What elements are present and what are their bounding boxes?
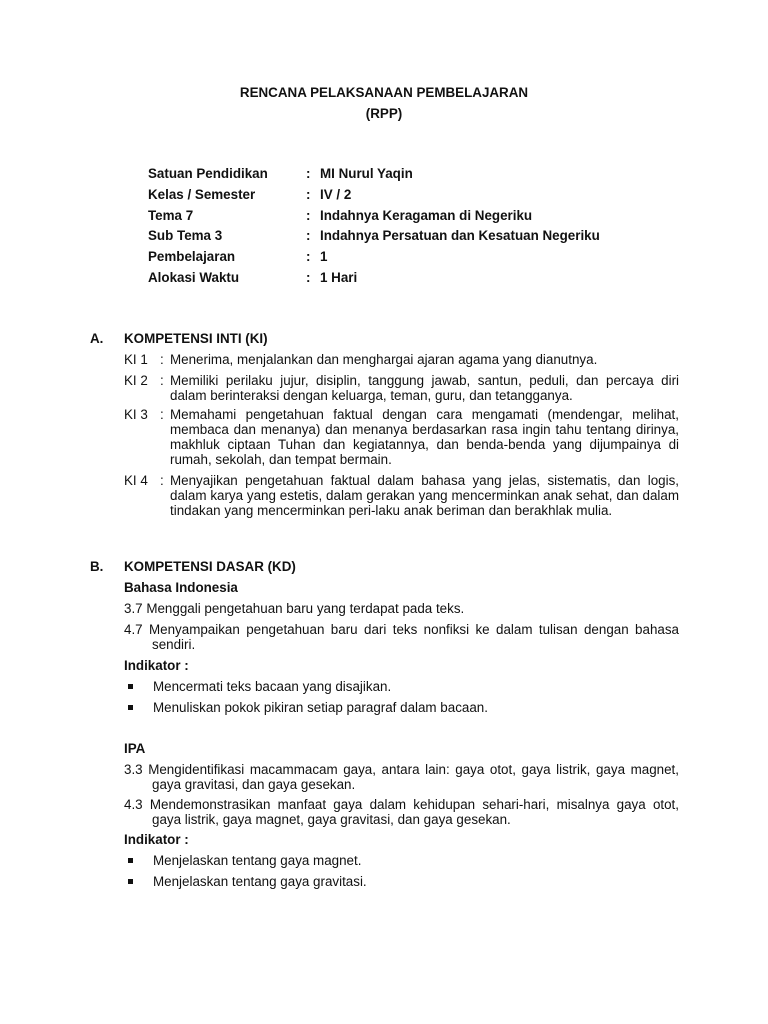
indikator-text: Menjelaskan tentang gaya gravitasi. — [153, 874, 367, 889]
kd-text: 4.7 Menyampaikan pengetahuan baru dari teks nonfiksi ke dalam tulisan dengan bahasa sendiri. — [124, 622, 679, 652]
indikator-heading: Indikator : — [124, 658, 189, 673]
ki-number: KI 2 — [124, 373, 148, 388]
list-item — [126, 700, 679, 715]
identity-value: Indahnya Keragaman di Negeriku — [320, 207, 533, 223]
identity-value: 1 Hari — [320, 269, 358, 285]
ki-number: KI 3 — [124, 407, 148, 422]
indikator-heading: Indikator : — [124, 832, 189, 847]
bullet-icon — [128, 879, 133, 884]
section-b-letter: B. — [90, 559, 104, 574]
colon: : — [160, 407, 164, 422]
bullet-icon — [128, 858, 133, 863]
document-subtitle: (RPP) — [365, 106, 403, 121]
ki-number: KI 1 — [124, 352, 148, 367]
indikator-text: Menjelaskan tentang gaya magnet. — [153, 853, 362, 868]
ki-item — [124, 373, 679, 403]
bullet-icon — [128, 684, 133, 689]
ki-item — [124, 352, 679, 367]
colon: : — [306, 166, 311, 181]
section-b-title: KOMPETENSI DASAR (KD) — [124, 559, 296, 574]
list-item — [126, 679, 679, 694]
identity-value: Indahnya Persatuan dan Kesatuan Negeriku — [320, 228, 600, 244]
subject-heading-ipa: IPA — [124, 741, 146, 756]
kd-text: 4.3 Mendemonstrasikan manfaat gaya dalam kehidupan sehari-hari, misalnya gaya otot, gaya listrik, gaya magnet, gaya gravitasi, dan gaya gesekan. — [124, 797, 679, 827]
ki-text: Memiliki perilaku jujur, disiplin, tanggung jawab, santun, peduli, dan percaya diri dalam berinteraksi dengan keluarga, teman, guru, dan tetangganya. — [170, 373, 679, 403]
identity-label: Kelas / Semester — [148, 186, 256, 202]
list-item — [126, 853, 679, 868]
kd-item — [124, 601, 679, 616]
ki-number: KI 4 — [124, 473, 148, 488]
kd-text: 3.3 Mengidentifikasi macammacam gaya, antara lain: gaya otot, gaya listrik, gaya magnet, gaya gravitasi, dan gaya gesekan. — [124, 762, 679, 792]
document-title: RENCANA PELAKSANAAN PEMBELAJARAN — [239, 85, 529, 100]
colon: : — [306, 228, 311, 244]
colon: : — [306, 269, 311, 285]
ki-item — [124, 407, 679, 467]
ki-text: Memahami pengetahuan faktual dengan cara mengamati (mendengar, melihat, membaca dan menanya) dan menanya berdasarkan rasa ingin tahu tentang dirinya, makhluk ciptaan Tuhan dan kegiatannya, dan benda-benda yang dijumpainya di rumah, sekolah, dan tempat bermain. — [170, 407, 679, 467]
kd-item — [124, 622, 679, 652]
list-item — [126, 874, 679, 889]
kd-item — [124, 762, 679, 792]
ki-item — [124, 473, 679, 518]
identity-label: Sub Tema 3 — [148, 228, 223, 244]
kd-item — [124, 797, 679, 827]
colon: : — [160, 373, 164, 388]
colon: : — [160, 352, 164, 367]
kd-text: 3.7 Menggali pengetahuan baru yang terdapat pada teks. — [124, 601, 465, 616]
ki-text: Menerima, menjalankan dan menghargai ajaran agama yang dianutnya. — [170, 352, 598, 367]
indikator-text: Mencermati teks bacaan yang disajikan. — [153, 679, 392, 694]
identity-label: Alokasi Waktu — [148, 269, 240, 285]
colon: : — [160, 473, 164, 488]
indikator-text: Menuliskan pokok pikiran setiap paragraf dalam bacaan. — [153, 700, 488, 715]
section-a-letter: A. — [90, 331, 104, 346]
subject-heading-bahasa: Bahasa Indonesia — [124, 580, 238, 595]
colon: : — [306, 207, 311, 223]
colon: : — [306, 186, 311, 202]
colon: : — [306, 249, 311, 265]
identity-value: 1 — [320, 249, 328, 265]
identity-value: IV / 2 — [320, 186, 352, 202]
identity-label: Satuan Pendidikan — [148, 166, 268, 181]
identity-label: Pembelajaran — [148, 249, 236, 265]
bullet-icon — [128, 705, 133, 710]
section-a-title: KOMPETENSI INTI (KI) — [124, 331, 268, 346]
identity-label: Tema 7 — [148, 207, 194, 223]
identity-value: MI Nurul Yaqin — [320, 166, 413, 181]
ki-text: Menyajikan pengetahuan faktual dalam bahasa yang jelas, sistematis, dan logis, dalam karya yang estetis, dalam gerakan yang mencerminkan anak sehat, dan dalam tindakan yang mencerminkan peri-laku anak beriman dan berakhlak mulia. — [170, 473, 679, 518]
